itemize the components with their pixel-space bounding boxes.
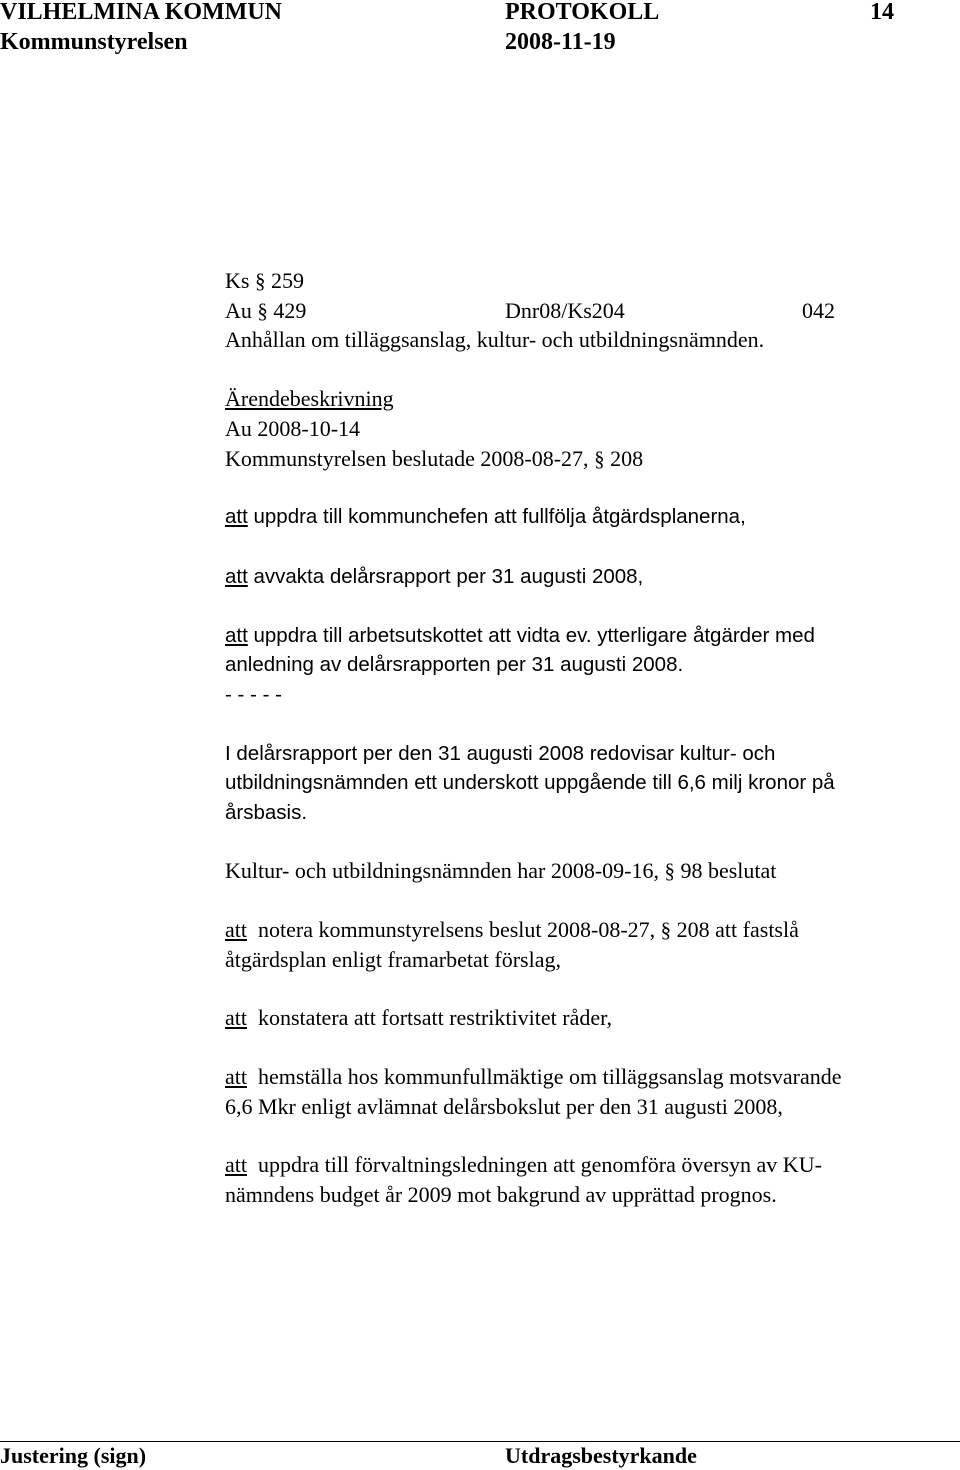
knu-intro [225,856,776,886]
section-sign-icon: § [257,299,268,323]
header-page-number: 14 [870,0,894,25]
knu-item-1-a: notera kommunstyrelsens beslut 2008-08-27, [258,917,656,942]
separator: - - - - - [225,683,282,706]
section-sign-icon: § [664,859,675,883]
report-line-1: I delårsrapport per den 31 augusti 2008 redovisar kultur- och [225,742,776,765]
description-heading: Ärendebeskrivning [225,386,394,411]
ks-decision-text: Kommunstyrelsen beslutade 2008-08-27, [225,446,589,471]
att-word: att [225,1005,247,1030]
footer-utdragsbestyrkande: Utdragsbestyrkande [505,1443,697,1468]
section-sign-icon: § [254,269,266,293]
section-sign-icon: § [660,918,672,942]
att-item-text: avvakta delårsrapport per 31 augusti 2008, [247,565,644,588]
att-word: att [225,1064,247,1089]
att-word: att [225,505,248,528]
au-line [225,296,306,326]
att-word: att [225,624,248,647]
att-item-text: uppdra till kommunchefen att fullfölja åtgärdsplanerna, [247,505,746,528]
knu-item-4-cont: nämndens budget år 2009 mot bakgrund av upprättad prognos. [225,1182,777,1207]
att-item-2 [225,562,643,592]
au-date-line: Au 2008-10-14 [225,416,361,441]
knu-item-2-text: konstatera att fortsatt restriktivitet råder, [258,1005,613,1030]
section-sign-icon: § [594,447,605,471]
att-item-3 [225,621,815,651]
ks-label: Ks [225,268,250,293]
knu-intro-text: Kultur- och utbildningsnämnden har 2008-09-16, [225,858,659,883]
ks-number: 259 [270,268,304,293]
att-item-3-cont: anledning av delårsrapporten per 31 augusti 2008. [225,653,684,676]
knu-item-3-text: hemställa hos kommunfullmäktige om tilläggsanslag motsvarande [258,1064,842,1089]
att-word: att [225,565,248,588]
case-title: Anhållan om tilläggsanslag, kultur- och utbildningsnämnden. [225,327,765,352]
att-word: att [225,1152,247,1177]
header-date: 2008-11-19 [505,29,616,55]
knu-item-4 [225,1150,822,1180]
att-word: att [225,917,247,942]
dnr: Dnr08/Ks204 [505,298,625,323]
knu-item-2 [225,1003,612,1033]
att-item-text: uppdra till arbetsutskottet att vidta ev. ytterligare åtgärder med [247,624,815,647]
header-doc-type: PROTOKOLL [505,0,660,25]
knu-item-1-cont: åtgärdsplan enligt framarbetat förslag, [225,947,561,972]
report-line-3: årsbasis. [225,801,308,824]
knu-item-1-b: 208 att fastslå [676,917,799,942]
au-label: Au [225,298,252,323]
ks-decision-number: 208 [610,446,644,471]
au-number: 429 [273,298,307,323]
ks-decision-line [225,444,643,474]
knu-item-3 [225,1062,842,1092]
ks-line [225,266,304,296]
knu-intro-end: 98 beslutat [680,858,777,883]
att-item-1 [225,502,746,532]
header-body: Kommunstyrelsen [0,29,188,55]
footer-justering: Justering (sign) [0,1443,147,1468]
header-org: VILHELMINA KOMMUN [0,0,282,25]
knu-item-4-text: uppdra till förvaltningsledningen att genomföra översyn av KU- [258,1152,822,1177]
report-line-2: utbildningsnämnden ett underskott uppgående till 6,6 milj kronor på [225,771,835,794]
case-code: 042 [802,298,835,323]
knu-item-3-cont: 6,6 Mkr enligt avlämnat delårsbokslut per den 31 augusti 2008, [225,1094,783,1119]
knu-item-1 [225,915,799,945]
